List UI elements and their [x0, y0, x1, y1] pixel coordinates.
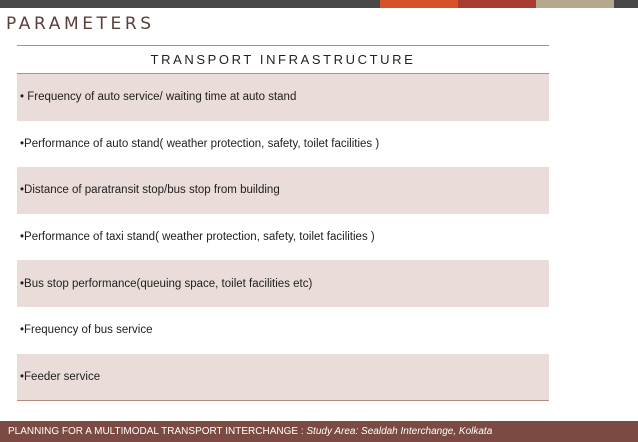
table-row: • Frequency of auto service/ waiting time at auto stand: [17, 74, 549, 121]
table-bottom-rule: [17, 400, 549, 401]
slide-title: PARAMETERS: [6, 14, 155, 34]
table-row: •Distance of paratransit stop/bus stop from building: [17, 167, 549, 214]
parameters-table: [17, 45, 549, 401]
top-color-bar: [0, 0, 638, 8]
footer-bar: [0, 421, 638, 442]
top-bar-segment: [380, 0, 458, 8]
top-bar-segment: [614, 0, 638, 8]
footer-title: PLANNING FOR A MULTIMODAL TRANSPORT INTERCHANGE :: [8, 426, 307, 437]
table-row: •Performance of taxi stand( weather protection, safety, toilet facilities ): [20, 231, 375, 244]
top-bar-segment: [0, 0, 380, 8]
table-row: •Feeder service: [17, 354, 549, 401]
footer-study-area: Study Area: Sealdah Interchange, Kolkata: [306, 426, 493, 437]
table-row: •Frequency of bus service: [20, 324, 153, 337]
top-bar-segment: [458, 0, 536, 8]
top-bar-segment: [536, 0, 614, 8]
table-row: •Performance of auto stand( weather protection, safety, toilet facilities ): [20, 137, 380, 150]
table-row: •Bus stop performance(queuing space, toilet facilities etc): [17, 260, 549, 307]
table-header: TRANSPORT INFRASTRUCTURE: [150, 52, 416, 67]
